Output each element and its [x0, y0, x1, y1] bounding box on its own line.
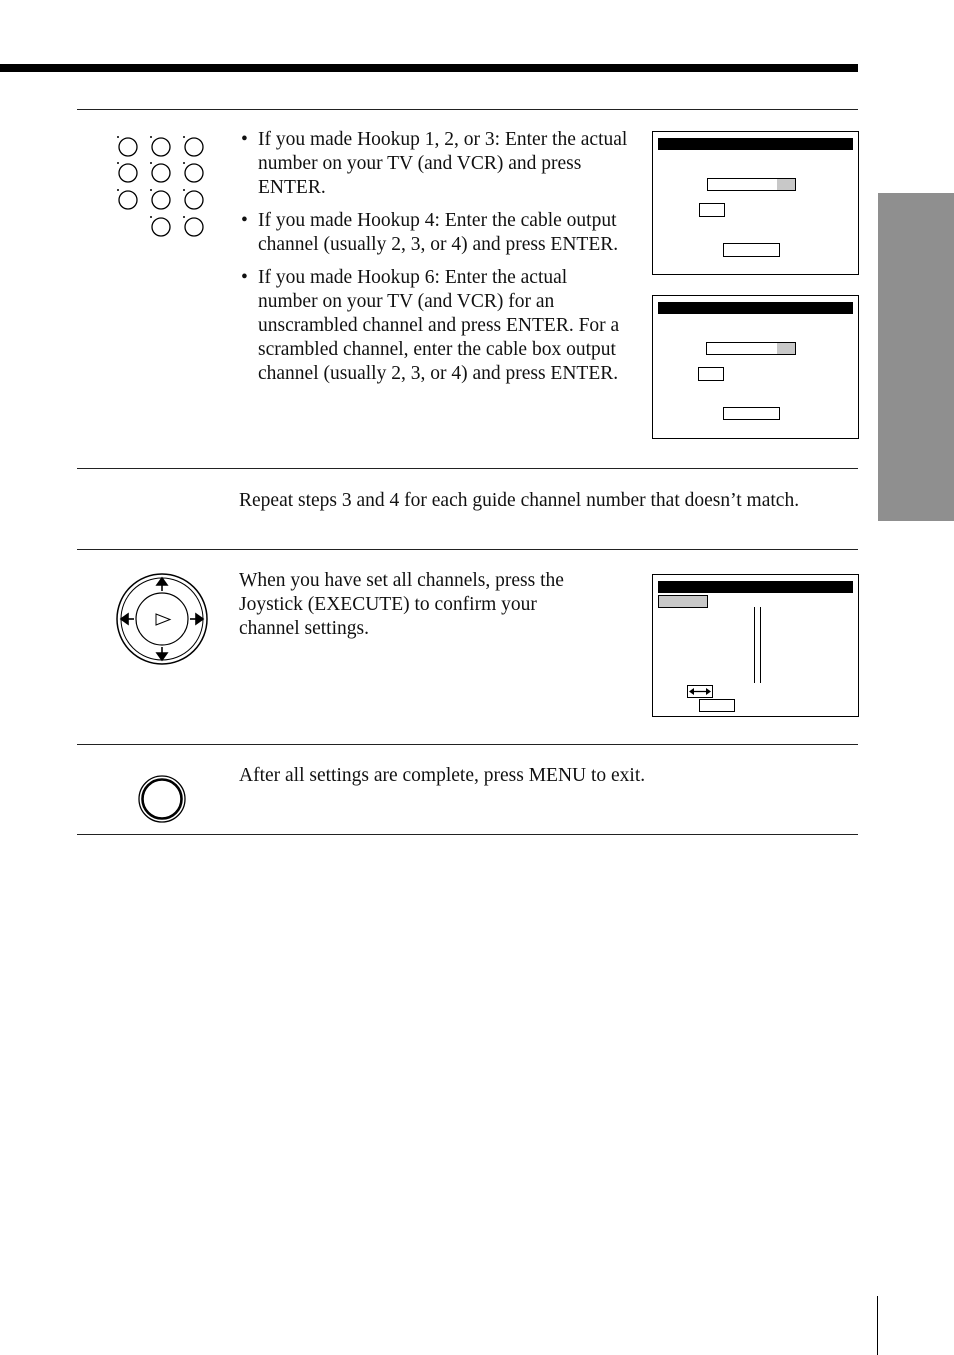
tv-screen-illustration [652, 574, 859, 717]
step-repeat-text: Repeat steps 3 and 4 for each guide channel number that doesn’t match. [239, 490, 800, 511]
channel-number-box [699, 203, 725, 217]
bullet-hookup-6: • If you made Hookup 6: Enter the actual number on your TV (and VCR) for an unscrambled channel and press ENTER. For a scrambled channel, enter the cable box output channel (usually 2, 3, or 4) and press ENTER. [239, 266, 631, 386]
screen-button-box [723, 407, 780, 420]
footer-rule [877, 1296, 878, 1355]
section-side-tab [878, 193, 954, 521]
screen-button-box [699, 699, 735, 712]
channel-number-box [698, 367, 724, 381]
tv-screen-illustration [652, 295, 859, 439]
step-divider [77, 468, 858, 469]
screen-title-bar [658, 138, 853, 150]
bullet-hookup-4: • If you made Hookup 4: Enter the cable output channel (usually 2, 3, or 4) and press ENTER. [239, 209, 631, 257]
step-divider [77, 834, 858, 835]
step-exit-text: After all settings are complete, press MENU to exit. [239, 765, 646, 786]
top-rule [0, 64, 858, 72]
step-confirm-text: When you have set all channels, press the Joystick (EXECUTE) to confirm your channel settings. [239, 570, 564, 639]
screen-title-bar [658, 302, 853, 314]
screen-button-box [723, 243, 780, 257]
channel-field [706, 342, 796, 355]
channel-field [707, 178, 796, 191]
tv-screen-illustration [652, 131, 859, 275]
screen-column-rule [754, 607, 755, 683]
screen-highlight-tab [658, 595, 708, 608]
menu-button-icon [136, 773, 190, 825]
screen-title-bar [658, 581, 853, 593]
arrow-left-right-icon [687, 685, 713, 698]
joystick-icon [114, 573, 212, 667]
bullet-hookup-1-3: • If you made Hookup 1, 2, or 3: Enter the actual number on your TV (and VCR) and press ENTER. [239, 128, 631, 200]
number-buttons-icon [112, 132, 212, 240]
step-divider [77, 109, 858, 110]
step-divider [77, 744, 858, 745]
step-instructions [239, 128, 631, 395]
step-divider [77, 549, 858, 550]
screen-column-rule [760, 607, 761, 683]
